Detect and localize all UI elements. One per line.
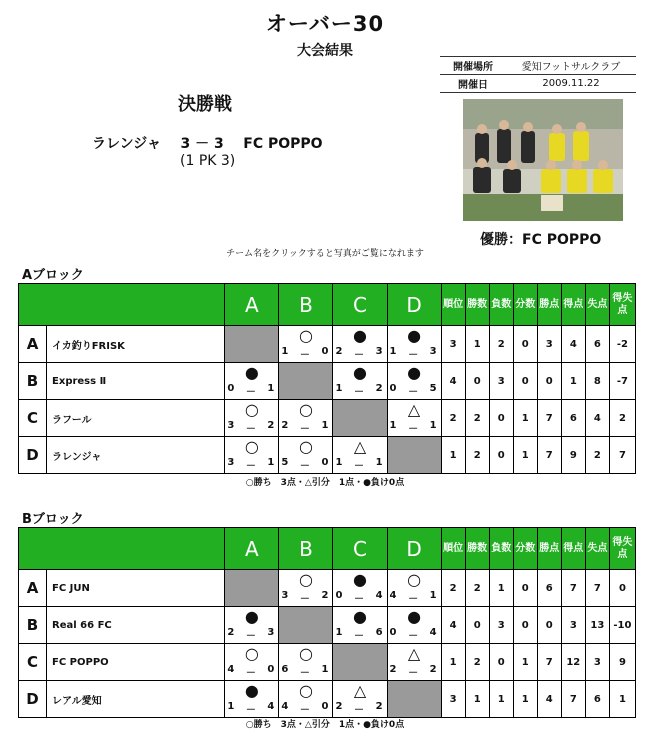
score-dash: － xyxy=(354,387,364,398)
match-score xyxy=(281,590,328,605)
match-score xyxy=(390,383,437,398)
header-stat: 失点 xyxy=(585,528,609,570)
self-match-cell xyxy=(333,400,387,437)
match-result-cell xyxy=(225,681,279,718)
result-mark-icon: ○ xyxy=(298,644,313,663)
stat-cell: 1 xyxy=(561,363,585,400)
stat-cell: -2 xyxy=(609,326,635,363)
final-team2: FC POPPO xyxy=(243,136,323,152)
header-stat: 得点 xyxy=(561,528,585,570)
final-team1: ラレンジャ xyxy=(92,136,162,152)
match-score xyxy=(281,346,328,361)
venue-value: 愛知フットサルクラブ xyxy=(506,57,636,75)
score-dash: － xyxy=(299,461,310,472)
stat-cell: 2 xyxy=(441,400,465,437)
stat-cell: 1 xyxy=(513,681,537,718)
page-subtitle: 大会結果 xyxy=(297,43,353,59)
stat-cell: 1 xyxy=(609,681,635,718)
score-dash: － xyxy=(354,631,364,642)
score-dash: － xyxy=(245,631,256,642)
match-result-cell xyxy=(225,437,279,474)
block-a-title: Aブロック xyxy=(22,268,84,283)
stat-cell: 4 xyxy=(441,607,465,644)
match-score xyxy=(281,420,328,435)
team-row xyxy=(19,570,636,607)
score-own: 1 xyxy=(335,383,343,394)
stat-cell: 0 xyxy=(537,363,561,400)
score-dash: － xyxy=(245,461,256,472)
stat-cell: 8 xyxy=(585,363,609,400)
stat-cell: 2 xyxy=(465,437,489,474)
self-match-cell xyxy=(279,607,333,644)
score-opp: 3 xyxy=(429,346,437,357)
score-own: 4 xyxy=(281,701,289,712)
score-dash: － xyxy=(299,424,310,435)
self-match-cell xyxy=(225,326,279,363)
row-label: C xyxy=(19,400,47,437)
match-result-cell xyxy=(387,607,441,644)
score-dash: － xyxy=(245,668,256,679)
champion-label: 優勝：FC POPPO xyxy=(480,232,602,248)
header-blank-cell xyxy=(19,528,225,570)
stat-cell: 3 xyxy=(441,326,465,363)
team-name-link[interactable]: ラレンジャ xyxy=(47,437,225,474)
header-stat: 失点 xyxy=(585,284,609,326)
score-own: 0 xyxy=(389,627,397,638)
header-stat: 分数 xyxy=(513,528,537,570)
header-team: C xyxy=(333,284,387,326)
stat-cell: 6 xyxy=(561,400,585,437)
result-mark-icon: ○ xyxy=(407,570,422,589)
score-dash: － xyxy=(354,461,364,472)
match-result-cell xyxy=(225,400,279,437)
score-own: 3 xyxy=(281,590,289,601)
score-opp: 1 xyxy=(321,420,329,431)
venue-label: 開催場所 xyxy=(440,57,506,75)
score-own: 1 xyxy=(281,346,289,357)
row-label: A xyxy=(19,570,47,607)
score-own: 1 xyxy=(335,457,343,468)
score-own: 4 xyxy=(227,664,235,675)
score-dash: － xyxy=(299,668,310,679)
stat-cell: 2 xyxy=(609,400,635,437)
result-mark-icon: ○ xyxy=(244,400,259,419)
stat-cell: 13 xyxy=(585,607,609,644)
result-mark-icon: ○ xyxy=(298,437,313,456)
match-score xyxy=(227,420,274,435)
score-dash: － xyxy=(408,668,419,679)
result-mark-icon: ● xyxy=(407,607,422,626)
self-match-cell xyxy=(333,644,387,681)
stat-cell: 3 xyxy=(561,607,585,644)
stat-cell: 0 xyxy=(537,607,561,644)
score-dash: － xyxy=(299,705,310,716)
result-mark-icon: △ xyxy=(353,437,367,456)
match-score xyxy=(335,627,382,642)
stat-cell: 0 xyxy=(609,570,635,607)
match-score xyxy=(390,420,437,435)
score-own: 2 xyxy=(389,664,397,675)
match-score xyxy=(281,457,328,472)
stat-cell: 1 xyxy=(513,437,537,474)
score-own: 1 xyxy=(335,627,343,638)
match-score xyxy=(335,457,382,472)
result-mark-icon: ● xyxy=(407,363,422,382)
team-name-link[interactable]: レアル愛知 xyxy=(47,681,225,718)
stat-cell: 2 xyxy=(465,570,489,607)
header-team: B xyxy=(279,284,333,326)
stat-cell: 0 xyxy=(465,363,489,400)
score-own: 1 xyxy=(227,701,235,712)
header-team: A xyxy=(225,284,279,326)
stat-cell: 7 xyxy=(537,400,561,437)
result-mark-icon: ● xyxy=(353,326,367,345)
match-score xyxy=(281,664,328,679)
score-opp: 2 xyxy=(429,664,437,675)
stat-cell: 7 xyxy=(537,644,561,681)
row-label: B xyxy=(19,607,47,644)
header-team: D xyxy=(387,528,441,570)
header-blank-cell xyxy=(19,284,225,326)
score-own: 2 xyxy=(335,701,343,712)
stat-cell: 0 xyxy=(513,570,537,607)
stat-cell: 7 xyxy=(609,437,635,474)
score-opp: 0 xyxy=(267,664,275,675)
self-match-cell xyxy=(387,681,441,718)
stat-cell: 0 xyxy=(489,644,513,681)
match-result-cell xyxy=(225,363,279,400)
block-a-header-row xyxy=(19,284,636,326)
team-name-link[interactable]: Real 66 FC xyxy=(47,607,225,644)
result-mark-icon: ○ xyxy=(298,681,313,700)
match-score xyxy=(335,383,382,398)
score-dash: － xyxy=(299,594,310,605)
score-own: 6 xyxy=(281,664,289,675)
stat-cell: 3 xyxy=(489,607,513,644)
match-result-cell xyxy=(387,326,441,363)
row-label: D xyxy=(19,681,47,718)
stat-cell: 1 xyxy=(465,681,489,718)
score-opp: 3 xyxy=(375,346,383,357)
score-opp: 1 xyxy=(429,420,437,431)
match-score xyxy=(227,701,274,716)
header-stat: 負数 xyxy=(489,528,513,570)
stat-cell: 2 xyxy=(465,400,489,437)
date-value: 2009.11.22 xyxy=(506,75,636,93)
score-dash: － xyxy=(408,424,419,435)
score-opp: 6 xyxy=(375,627,383,638)
match-result-cell xyxy=(225,607,279,644)
final-heading: 決勝戦 xyxy=(178,94,232,115)
stat-cell: 9 xyxy=(561,437,585,474)
match-result-cell xyxy=(333,437,387,474)
team-row xyxy=(19,607,636,644)
row-label: D xyxy=(19,437,47,474)
row-label: B xyxy=(19,363,47,400)
block-a-table xyxy=(18,283,636,474)
header-stat: 負数 xyxy=(489,284,513,326)
block-b-header-row xyxy=(19,528,636,570)
page-title: オーバー30 xyxy=(265,12,385,36)
header-team: B xyxy=(279,528,333,570)
match-result-cell xyxy=(279,644,333,681)
score-own: 4 xyxy=(389,590,397,601)
score-dash: － xyxy=(245,387,256,398)
stat-cell: 6 xyxy=(585,681,609,718)
score-opp: 2 xyxy=(321,590,329,601)
final-pk: (1 PK 3) xyxy=(180,153,236,169)
match-result-cell xyxy=(387,363,441,400)
match-score xyxy=(390,664,437,679)
stat-cell: 3 xyxy=(489,363,513,400)
result-mark-icon: ● xyxy=(353,570,367,589)
match-result-cell xyxy=(387,570,441,607)
team-row xyxy=(19,644,636,681)
score-dash: － xyxy=(354,594,364,605)
stat-cell: 2 xyxy=(441,570,465,607)
team-name-link[interactable]: Express Ⅱ xyxy=(47,363,225,400)
self-match-cell xyxy=(225,570,279,607)
header-stat: 得点 xyxy=(561,284,585,326)
match-score xyxy=(227,664,274,679)
score-dash: － xyxy=(299,350,310,361)
score-opp: 1 xyxy=(375,457,383,468)
block-b-legend: ○勝ち 3点・△引分 1点・●負け0点 xyxy=(245,720,405,730)
match-score xyxy=(335,590,382,605)
result-mark-icon: ● xyxy=(244,363,259,382)
header-stat: 勝数 xyxy=(465,528,489,570)
block-b-table xyxy=(18,527,636,718)
team-name-link[interactable]: FC POPPO xyxy=(47,644,225,681)
score-dash: － xyxy=(245,424,256,435)
result-mark-icon: ● xyxy=(353,363,367,382)
score-opp: 0 xyxy=(321,701,329,712)
stat-cell: 6 xyxy=(537,570,561,607)
stat-cell: 7 xyxy=(585,570,609,607)
stat-cell: -7 xyxy=(609,363,635,400)
result-mark-icon: △ xyxy=(407,400,421,419)
header-team: D xyxy=(387,284,441,326)
stat-cell: 0 xyxy=(513,326,537,363)
header-stat: 分数 xyxy=(513,284,537,326)
result-mark-icon: ● xyxy=(353,607,367,626)
result-mark-icon: ● xyxy=(244,681,259,700)
score-own: 2 xyxy=(227,627,235,638)
stat-cell: 1 xyxy=(441,644,465,681)
score-opp: 0 xyxy=(321,346,329,357)
score-opp: 3 xyxy=(267,627,275,638)
match-score xyxy=(390,346,437,361)
score-opp: 0 xyxy=(321,457,329,468)
header-stat: 得失点 xyxy=(609,528,635,570)
header-stat: 得失点 xyxy=(609,284,635,326)
match-result-cell xyxy=(279,681,333,718)
team-row xyxy=(19,326,636,363)
score-own: 2 xyxy=(281,420,289,431)
match-score xyxy=(335,701,382,716)
stat-cell: 7 xyxy=(537,437,561,474)
score-opp: 5 xyxy=(429,383,437,394)
result-mark-icon: △ xyxy=(407,644,421,663)
score-opp: 4 xyxy=(267,701,275,712)
stat-cell: 0 xyxy=(513,607,537,644)
block-a-legend: ○勝ち 3点・△引分 1点・●負け0点 xyxy=(245,478,405,488)
stat-cell: 0 xyxy=(513,363,537,400)
stat-cell: 0 xyxy=(465,607,489,644)
stat-cell: 1 xyxy=(441,437,465,474)
match-result-cell xyxy=(387,400,441,437)
stat-cell: 12 xyxy=(561,644,585,681)
score-own: 3 xyxy=(227,457,235,468)
stat-cell: 0 xyxy=(489,437,513,474)
stat-cell: 4 xyxy=(561,326,585,363)
row-label: A xyxy=(19,326,47,363)
stat-cell: 1 xyxy=(465,326,489,363)
final-score: 3 － 3 xyxy=(180,136,224,152)
stat-cell: 7 xyxy=(561,570,585,607)
result-mark-icon: ○ xyxy=(298,400,313,419)
header-stat: 順位 xyxy=(441,284,465,326)
stat-cell: 1 xyxy=(513,644,537,681)
result-mark-icon: ○ xyxy=(298,326,313,345)
match-score xyxy=(281,701,328,716)
stat-cell: -10 xyxy=(609,607,635,644)
stat-cell: 1 xyxy=(513,400,537,437)
score-own: 0 xyxy=(389,383,397,394)
match-score xyxy=(227,383,274,398)
header-stat: 勝点 xyxy=(537,528,561,570)
score-own: 2 xyxy=(335,346,343,357)
header-team: C xyxy=(333,528,387,570)
match-result-cell xyxy=(333,326,387,363)
score-own: 3 xyxy=(227,420,235,431)
stat-cell: 2 xyxy=(585,437,609,474)
header-stat: 勝点 xyxy=(537,284,561,326)
stat-cell: 3 xyxy=(585,644,609,681)
result-mark-icon: ● xyxy=(244,607,259,626)
stat-cell: 1 xyxy=(489,681,513,718)
score-own: 0 xyxy=(335,590,343,601)
match-result-cell xyxy=(279,400,333,437)
stat-cell: 4 xyxy=(537,681,561,718)
score-dash: － xyxy=(408,594,419,605)
block-b-title: Bブロック xyxy=(22,512,84,527)
team-name-link[interactable]: ラフール xyxy=(47,400,225,437)
event-info-table xyxy=(440,56,636,93)
header-stat: 順位 xyxy=(441,528,465,570)
score-own: 5 xyxy=(281,457,289,468)
stat-cell: 7 xyxy=(561,681,585,718)
score-dash: － xyxy=(408,350,419,361)
score-dash: － xyxy=(408,631,419,642)
stat-cell: 1 xyxy=(489,570,513,607)
stat-cell: 9 xyxy=(609,644,635,681)
match-score xyxy=(390,590,437,605)
match-result-cell xyxy=(333,607,387,644)
result-mark-icon: ○ xyxy=(244,437,259,456)
score-own: 1 xyxy=(389,346,397,357)
block-b-body xyxy=(19,570,636,718)
self-match-cell xyxy=(279,363,333,400)
score-opp: 1 xyxy=(321,664,329,675)
champion-team-photo xyxy=(463,99,623,221)
result-mark-icon: ● xyxy=(407,326,422,345)
score-dash: － xyxy=(408,387,419,398)
match-result-cell xyxy=(225,644,279,681)
score-dash: － xyxy=(354,705,364,716)
match-score xyxy=(227,457,274,472)
team-row xyxy=(19,437,636,474)
score-opp: 2 xyxy=(267,420,275,431)
row-label: C xyxy=(19,644,47,681)
score-opp: 2 xyxy=(375,383,383,394)
score-opp: 4 xyxy=(429,627,437,638)
stat-cell: 2 xyxy=(489,326,513,363)
block-a-body xyxy=(19,326,636,474)
match-score xyxy=(335,346,382,361)
match-score xyxy=(390,627,437,642)
result-mark-icon: △ xyxy=(353,681,367,700)
team-row xyxy=(19,400,636,437)
result-mark-icon: ○ xyxy=(298,570,313,589)
score-opp: 2 xyxy=(375,701,383,712)
stat-cell: 6 xyxy=(585,326,609,363)
score-opp: 4 xyxy=(375,590,383,601)
click-note: チーム名をクリックすると写真がご覧になれます xyxy=(226,249,424,259)
score-opp: 1 xyxy=(429,590,437,601)
result-mark-icon: ○ xyxy=(244,644,259,663)
score-opp: 1 xyxy=(267,383,275,394)
score-own: 0 xyxy=(227,383,235,394)
stat-cell: 0 xyxy=(489,400,513,437)
stat-cell: 3 xyxy=(537,326,561,363)
team-name-link[interactable]: イカ釣りFRISK xyxy=(47,326,225,363)
header-team: A xyxy=(225,528,279,570)
match-result-cell xyxy=(333,363,387,400)
match-result-cell xyxy=(279,326,333,363)
match-result-cell xyxy=(279,437,333,474)
self-match-cell xyxy=(387,437,441,474)
match-score xyxy=(227,627,274,642)
date-label: 開催日 xyxy=(440,75,506,93)
match-result-cell xyxy=(279,570,333,607)
final-score-line xyxy=(92,133,323,153)
header-stat: 勝数 xyxy=(465,284,489,326)
team-name-link[interactable]: FC JUN xyxy=(47,570,225,607)
match-result-cell xyxy=(333,681,387,718)
team-row xyxy=(19,363,636,400)
match-result-cell xyxy=(387,644,441,681)
stat-cell: 3 xyxy=(441,681,465,718)
score-own: 1 xyxy=(389,420,397,431)
stat-cell: 4 xyxy=(585,400,609,437)
score-opp: 1 xyxy=(267,457,275,468)
score-dash: － xyxy=(245,705,256,716)
match-result-cell xyxy=(333,570,387,607)
team-row xyxy=(19,681,636,718)
score-dash: － xyxy=(354,350,364,361)
stat-cell: 4 xyxy=(441,363,465,400)
stat-cell: 2 xyxy=(465,644,489,681)
